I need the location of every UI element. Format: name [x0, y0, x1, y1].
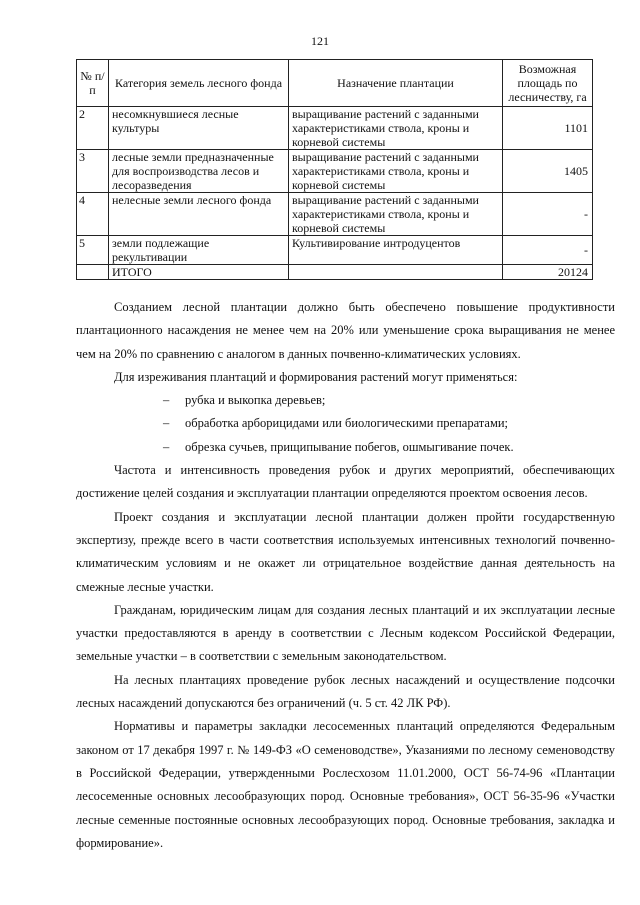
table-total-row	[77, 265, 593, 280]
paragraph: Созданием лесной плантации должно быть обеспечено повышение продуктивности плантационного насаждения не менее чем на 20% или уменьшение срока выращивания не менее чем на 20% по сравнению с аналогом в данных почвенно-климатических условиях.	[76, 300, 615, 361]
cell-purpose: выращивание растений с заданными характеристиками ствола, кроны и корневой системы	[289, 193, 503, 236]
total-label: ИТОГО	[109, 265, 289, 280]
paragraph: Для изреживания плантаций и формирования растений могут применяться:	[114, 369, 518, 384]
cell-num: 3	[77, 150, 109, 193]
cell-purpose: выращивание растений с заданными характеристиками ствола, кроны и корневой системы	[289, 107, 503, 150]
cell-purpose: выращивание растений с заданными характеристиками ствола, кроны и корневой системы	[289, 150, 503, 193]
list-item	[76, 436, 615, 459]
header-category: Категория земель лесного фонда	[109, 60, 289, 107]
cell-num: 5	[77, 236, 109, 265]
table-row	[77, 236, 593, 265]
page-number: 121	[311, 34, 329, 48]
table-row	[77, 193, 593, 236]
list-item-text: рубка и выкопка деревьев;	[185, 393, 326, 408]
cell-num: 2	[77, 107, 109, 150]
cell-purpose: Культивирование интродуцентов	[289, 236, 503, 265]
cell-num: 4	[77, 193, 109, 236]
list-marker: –	[163, 393, 170, 408]
cell-category: лесные земли предназначенные для воспроизводства лесов и лесоразведения	[109, 150, 289, 193]
list-marker: –	[163, 439, 170, 454]
paragraph: Частота и интенсивность проведения рубок и других мероприятий, обеспечивающих достижение целей создания и эксплуатации плантации определяются проектом освоения лесов.	[76, 463, 615, 501]
list-item	[76, 389, 615, 412]
total-value: 20124	[503, 265, 593, 280]
cell-area: -	[503, 236, 593, 265]
list-item-text: обрезка сучьев, прищипывание побегов, ошмыгивание почек.	[185, 439, 514, 454]
table-row	[77, 150, 593, 193]
cell-area: 1101	[503, 107, 593, 150]
cell-category: земли подлежащие рекультивации	[109, 236, 289, 265]
paragraph: Проект создания и эксплуатации лесной плантации должен пройти государственную экспертизу, прежде всего в части соответствия используемых интенсивных технологий почвенно-климатическим условиям и не окажет ли отрицательное воздействие данная деятельность на смежные лесные участки.	[76, 509, 615, 594]
cell-area: 1405	[503, 150, 593, 193]
list-item	[76, 412, 615, 435]
paragraph: Нормативы и параметры закладки лесосеменных плантаций определяются Федеральным законом от 17 декабря 1997 г. № 149-ФЗ «О семеноводстве», Указаниями по лесному семеноводству в Российской Федерации, утвержденными Рослесхозом 11.01.2000, ОСТ 56-74-96 «Плантации лесосеменные основных лесообразующих пород. Основные требования», ОСТ 56-35-96 «Участки лесные семенные постоянные основных лесообразующих пород. Основные требования, закладка и формирование».	[76, 719, 615, 850]
paragraph: На лесных плантациях проведение рубок лесных насаждений и осуществление подсочки лесных насаждений допускаются без ограничений (ч. 5 ст. 42 ЛК РФ).	[76, 672, 615, 711]
paragraph: Гражданам, юридическим лицам для создания лесных плантаций и их эксплуатации лесные участки предоставляются в аренду в соответствии с Лесным кодексом Российской Федерации, земельные участки – в соответствии с земельным законодательством.	[76, 602, 615, 664]
cell-category: нелесные земли лесного фонда	[109, 193, 289, 236]
body-text	[76, 296, 615, 855]
list-marker: –	[163, 416, 170, 431]
cell-area: -	[503, 193, 593, 236]
header-purpose: Назначение плантации	[289, 60, 503, 107]
cell-empty	[289, 265, 503, 280]
table-header-row	[77, 60, 593, 107]
cell-empty	[77, 265, 109, 280]
table-row	[77, 107, 593, 150]
forest-land-table	[76, 59, 593, 280]
header-num: № п/п	[77, 60, 109, 107]
list-item-text: обработка арборицидами или биологическими препаратами;	[185, 416, 509, 431]
header-area: Возможная площадь по лесничеству, га	[503, 60, 593, 107]
measures-list	[76, 389, 615, 459]
cell-category: несомкнувшиеся лесные культуры	[109, 107, 289, 150]
